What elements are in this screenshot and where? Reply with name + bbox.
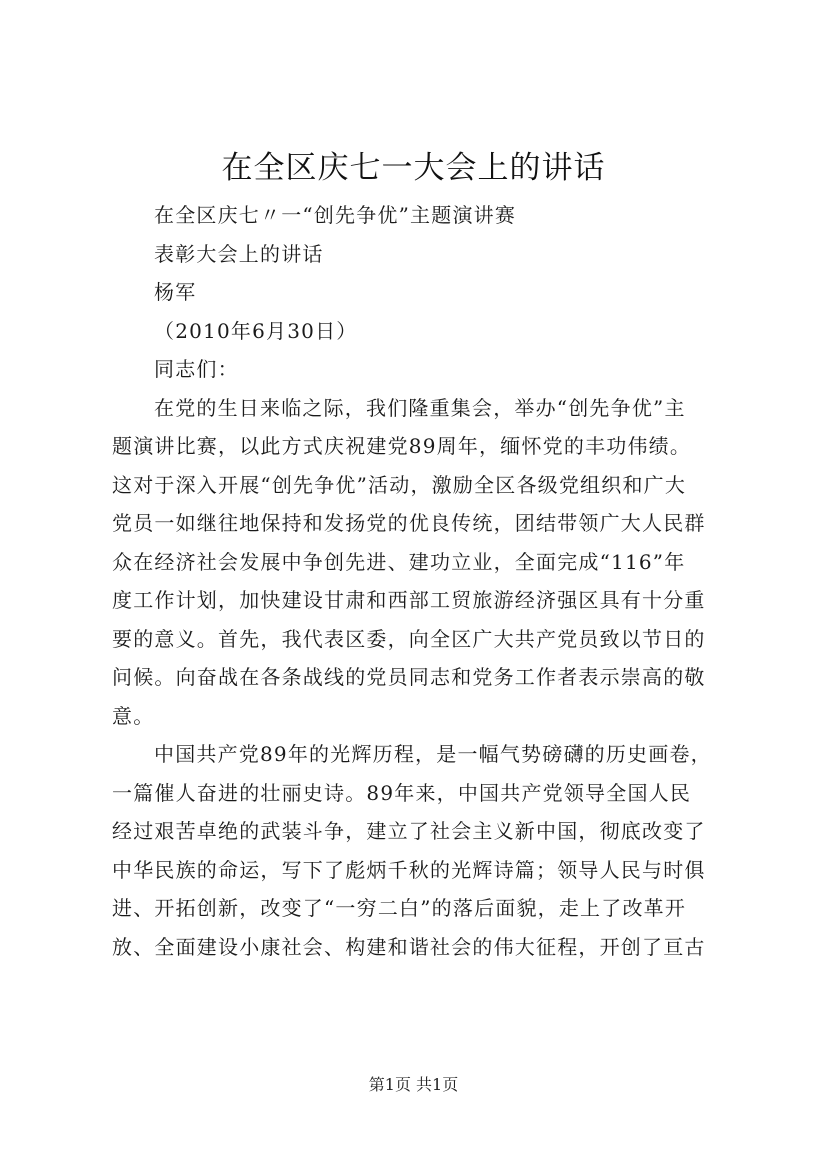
subtitle-line-2: 表彰大会上的讲话	[154, 241, 324, 266]
paragraph-line: 意。	[112, 703, 155, 728]
paragraph-line: 党员一如继往地保持和发扬党的优良传统，团结带领广大人民群	[112, 511, 706, 535]
paragraph-line: 众在经济社会发展中争创先进、建功立业，全面完成“116”年	[112, 549, 686, 574]
paragraph-1	[112, 389, 732, 736]
subtitle-line-1: 在全区庆七〃一“创先争优”主题演讲赛	[154, 203, 517, 227]
paragraph-2	[112, 735, 732, 966]
paragraph-line: 在党的生日来临之际，我们隆重集会，举办“创先争优”主	[154, 395, 686, 420]
paragraph-line: 中华民族的命运，写下了彪炳千秋的光辉诗篇；领导人民与时俱	[112, 857, 706, 882]
paragraph-line: 一篇催人奋进的壮丽史诗。89年来，中国共产党领导全国人民	[112, 780, 692, 805]
paragraph-line: 题演讲比赛，以此方式庆祝建党89周年，缅怀党的丰功伟绩。	[112, 434, 692, 458]
author-name: 杨军	[154, 280, 197, 304]
paragraph-line: 经过艰苦卓绝的武装斗争，建立了社会主义新中国，彻底改变了	[112, 819, 706, 843]
speech-date: （2010年6月30日）	[154, 318, 358, 343]
salutation: 同志们：	[154, 357, 239, 381]
document-body	[112, 196, 732, 966]
paragraph-line: 问候。向奋战在各条战线的党员同志和党务工作者表示崇高的敬	[112, 665, 706, 689]
page-footer: 第1页 共1页	[368, 1075, 459, 1094]
paragraph-line: 进、开拓创新，改变了“一穷二白”的落后面貌，走上了改革开	[112, 896, 687, 920]
paragraph-line: 放、全面建设小康社会、构建和谐社会的伟大征程，开创了亘古	[112, 934, 706, 959]
document-title: 在全区庆七一大会上的讲话	[221, 150, 606, 186]
paragraph-line: 要的意义。首先，我代表区委，向全区广大共产党员致以节日的	[112, 626, 706, 651]
paragraph-line: 中国共产党89年的光辉历程，是一幅气势磅礴的历史画卷，	[154, 742, 712, 766]
paragraph-line: 度工作计划，加快建设甘肃和西部工贸旅游经济强区具有十分重	[112, 588, 706, 612]
paragraph-line: 这对于深入开展“创先争优”活动，激励全区各级党组织和广大	[112, 472, 687, 497]
